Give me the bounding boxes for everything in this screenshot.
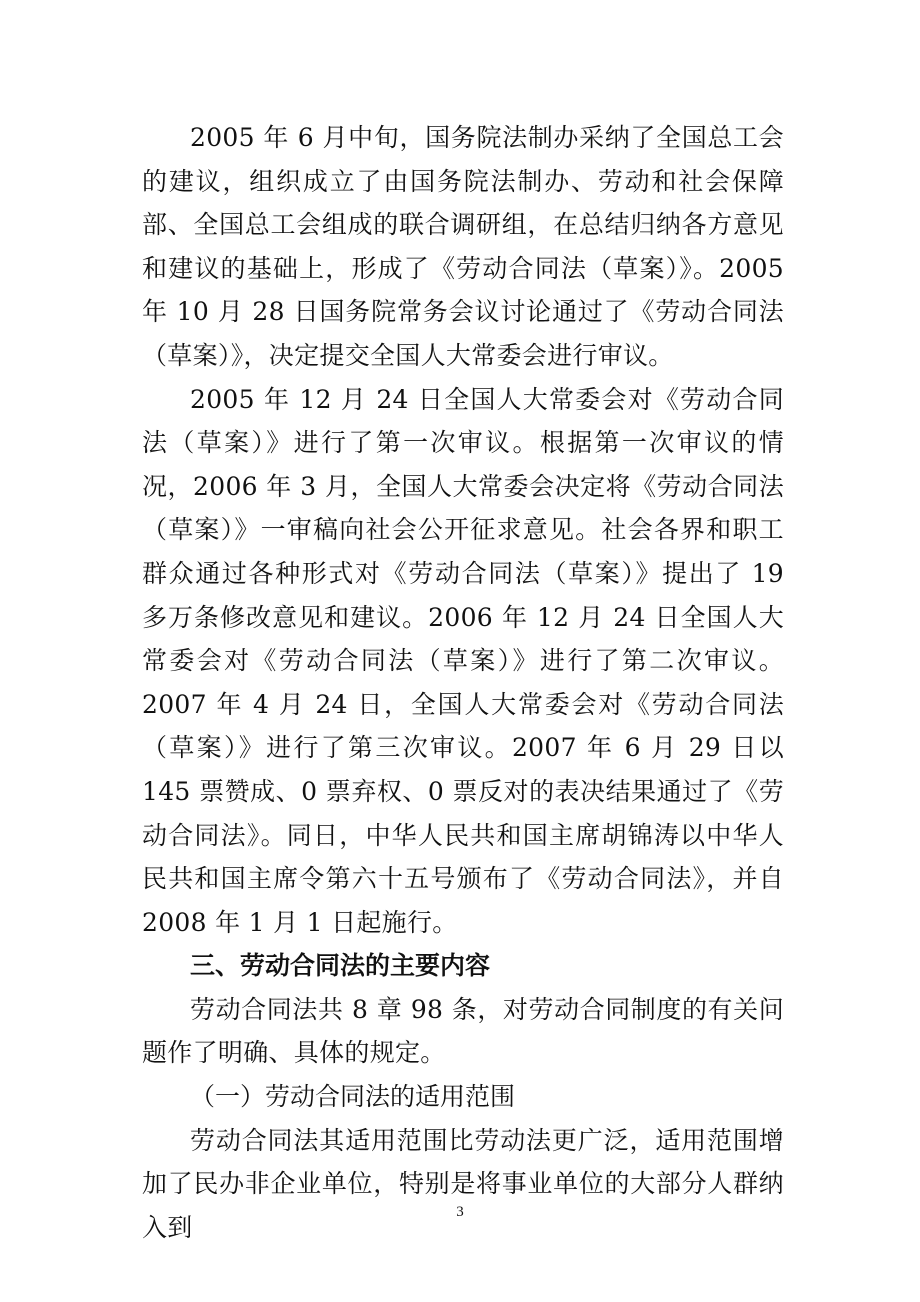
- paragraph-drafting-history: 2005 年 6 月中旬，国务院法制办采纳了全国总工会的建议，组织成立了由国务院法制办、劳动和社会保障部、全国总工会组成的联合调研组，在总结归纳各方意见和建议的基础上，形成了《劳动合同法（草案）》。2005 年 10 月 28 日国务院常务会议讨论通过了《劳动合同法（草案）》，决定提交全国人大常委会进行审议。: [142, 123, 784, 370]
- paragraph-scope: 劳动合同法其适用范围比劳动法更广泛，适用范围增加了民办非企业单位，特别是将事业单位的大部分人群纳入到: [142, 1125, 784, 1242]
- document-body: [142, 116, 784, 1249]
- subsection-heading-scope: （一）劳动合同法的适用范围: [190, 1082, 516, 1112]
- paragraph-review-process: 2005 年 12 月 24 日全国人大常委会对《劳动合同法（草案）》进行了第一次审议。根据第一次审议的情况，2006 年 3 月，全国人大常委会决定将《劳动合同法（草案）》一审稿向社会公开征求意见。社会各界和职工群众通过各种形式对《劳动合同法（草案）》提出了 19 多万条修改意见和建议。2006 年 12 月 24 日全国人大常委会对《劳动合同法（草案）》进行了第二次审议。2007 年 4 月 24 日，全国人大常委会对《劳动合同法（草案）》进行了第三次审议。2007 年 6 月 29 日以 145 票赞成、0 票弃权、0 票反对的表决结果通过了《劳动合同法》。同日，中华人民共和国主席胡锦涛以中华人民共和国主席令第六十五号颁布了《劳动合同法》，并自 2008 年 1 月 1 日起施行。: [142, 384, 784, 937]
- section-heading-main-content: 三、劳动合同法的主要内容: [190, 951, 491, 981]
- paragraph-law-overview: 劳动合同法共 8 章 98 条，对劳动合同制度的有关问题作了明确、具体的规定。: [142, 994, 784, 1068]
- page-number: 3: [456, 1204, 464, 1220]
